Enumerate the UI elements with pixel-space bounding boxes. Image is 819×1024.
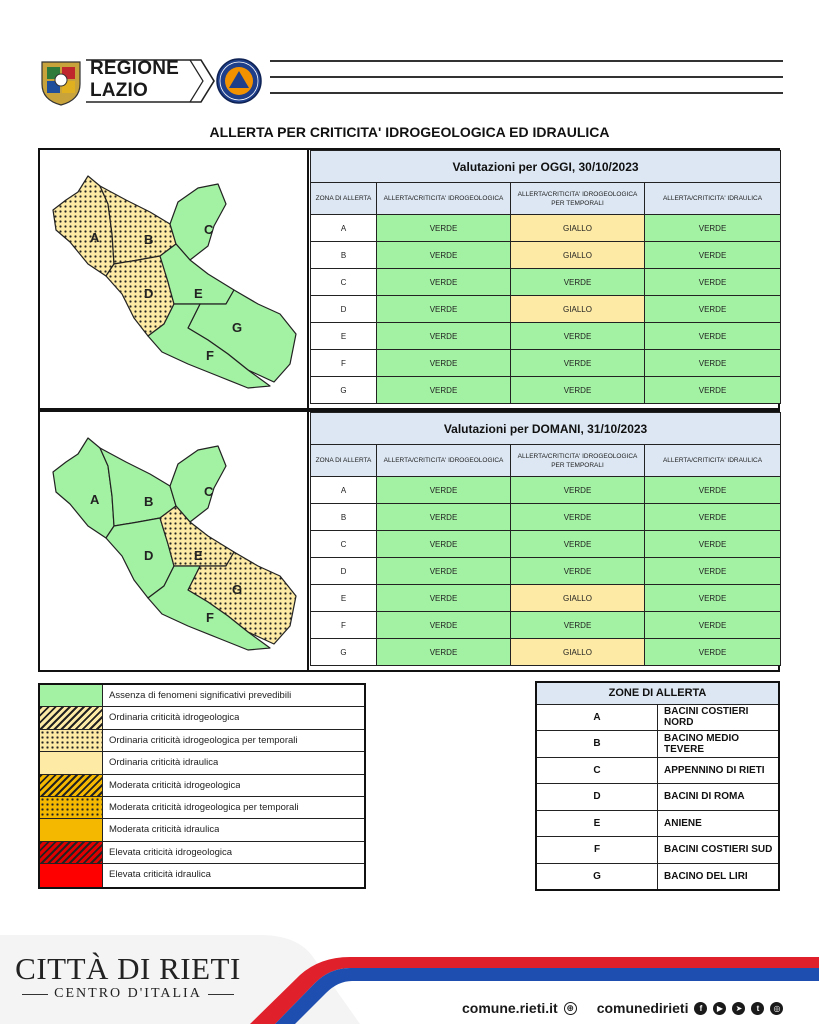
table-row: [311, 269, 781, 296]
zone-letter: A: [536, 704, 658, 731]
alert-level-cell: GIALLO: [511, 242, 645, 269]
table-row: [311, 558, 781, 585]
alert-level-cell: VERDE: [377, 504, 511, 531]
telegram-icon[interactable]: ➤: [732, 1002, 745, 1015]
alert-level-cell: VERDE: [511, 558, 645, 585]
tomorrow-map-label-b: B: [144, 494, 154, 509]
table-row: [311, 531, 781, 558]
col-idrogeologica-header: ALLERTA/CRITICITA' IDROGEOLOGICA: [377, 183, 511, 215]
tomorrow-lazio-map: [48, 426, 300, 656]
alert-level-cell: VERDE: [377, 242, 511, 269]
zone-name: BACINO MEDIO TEVERE: [658, 731, 780, 758]
zone-cell: G: [311, 639, 377, 666]
today-map-label-e: E: [194, 286, 203, 301]
alert-level-cell: GIALLO: [511, 215, 645, 242]
legend-row: [40, 797, 364, 819]
tomorrow-panel: [38, 410, 780, 672]
zones-table: [535, 681, 780, 891]
tomorrow-caption: Valutazioni per DOMANI, 31/10/2023: [311, 413, 781, 445]
today-table-body: [311, 215, 781, 404]
legend-row: [40, 819, 364, 841]
tomorrow-table-body: [311, 477, 781, 666]
alert-level-cell: VERDE: [377, 377, 511, 404]
alert-level-cell: VERDE: [511, 269, 645, 296]
table-row: [311, 296, 781, 323]
today-map-label-g: G: [232, 320, 243, 335]
zone-letter: B: [536, 731, 658, 758]
alert-level-cell: VERDE: [377, 269, 511, 296]
table-row: [311, 612, 781, 639]
today-caption: Valutazioni per OGGI, 30/10/2023: [311, 151, 781, 183]
alert-level-cell: VERDE: [377, 323, 511, 350]
tomorrow-map-label-c: C: [204, 484, 214, 499]
today-map-label-d: D: [144, 286, 154, 301]
zone-cell: A: [311, 477, 377, 504]
today-map-label-a: A: [90, 230, 100, 245]
zones-body: [536, 704, 779, 890]
today-lazio-map: [48, 164, 300, 394]
col-temporali-header: ALLERTA/CRITICITA' IDROGEOLOGICA PER TEMPORALI: [511, 445, 645, 477]
alert-level-cell: VERDE: [645, 477, 781, 504]
table-row: [311, 323, 781, 350]
zone-row: [536, 731, 779, 758]
alert-level-cell: VERDE: [377, 215, 511, 242]
zone-cell: A: [311, 215, 377, 242]
region-name-line2: LAZIO: [90, 80, 148, 101]
zone-letter: C: [536, 757, 658, 784]
col-idrogeologica-header: ALLERTA/CRITICITA' IDROGEOLOGICA: [377, 445, 511, 477]
alert-level-cell: VERDE: [377, 477, 511, 504]
social-handle[interactable]: comunedirieti: [596, 1000, 689, 1016]
tomorrow-alert-table: [310, 412, 781, 666]
zone-cell: C: [311, 531, 377, 558]
tomorrow-map-label-g: G: [232, 582, 243, 597]
table-row: [311, 504, 781, 531]
zone-row: [536, 784, 779, 811]
tomorrow-map-label-d: D: [144, 548, 154, 563]
legend-label: Moderata criticità idrogeologica per temporali: [109, 801, 299, 813]
legend-row: [40, 752, 364, 774]
alert-level-cell: VERDE: [377, 585, 511, 612]
alert-level-cell: VERDE: [645, 269, 781, 296]
table-row: [311, 350, 781, 377]
tomorrow-map: [40, 412, 309, 670]
zone-cell: B: [311, 504, 377, 531]
zone-row: [536, 810, 779, 837]
alert-level-cell: VERDE: [511, 323, 645, 350]
today-map-label-c: C: [204, 222, 214, 237]
legend-swatch: [40, 842, 103, 863]
legend-label: Ordinaria criticità idrogeologica: [109, 712, 240, 724]
alert-level-cell: VERDE: [377, 296, 511, 323]
alert-level-cell: VERDE: [511, 350, 645, 377]
legend-row: [40, 730, 364, 752]
zone-letter: D: [536, 784, 658, 811]
alert-level-cell: VERDE: [645, 612, 781, 639]
legend-swatch: [40, 797, 103, 818]
alert-level-cell: GIALLO: [511, 296, 645, 323]
col-zone-header: ZONA DI ALLERTA: [311, 183, 377, 215]
zone-name: BACINI COSTIERI SUD: [658, 837, 780, 864]
tomorrow-map-label-f: F: [206, 610, 214, 625]
table-row: [311, 477, 781, 504]
alert-level-cell: GIALLO: [511, 639, 645, 666]
zone-cell: F: [311, 612, 377, 639]
zone-cell: B: [311, 242, 377, 269]
alert-level-cell: VERDE: [645, 504, 781, 531]
legend-label: Moderata criticità idraulica: [109, 824, 220, 836]
legend-row: [40, 775, 364, 797]
col-idraulica-header: ALLERTA/CRITICITA' IDRAULICA: [645, 445, 781, 477]
alert-level-cell: VERDE: [377, 531, 511, 558]
alert-level-cell: VERDE: [377, 350, 511, 377]
today-alert-table: [310, 150, 781, 404]
legend-swatch: [40, 819, 103, 840]
legend-label: Ordinaria criticità idraulica: [109, 757, 219, 769]
legend-label: Elevata criticità idrogeologica: [109, 846, 233, 858]
table-row: [311, 215, 781, 242]
table-row: [311, 377, 781, 404]
legend-swatch: [40, 752, 103, 773]
alert-level-cell: VERDE: [511, 504, 645, 531]
alert-level-cell: VERDE: [511, 477, 645, 504]
legend-row: [40, 864, 364, 886]
table-row: [311, 585, 781, 612]
header: [38, 54, 783, 110]
alert-level-cell: VERDE: [377, 558, 511, 585]
legend-swatch: [40, 775, 103, 796]
alert-level-cell: GIALLO: [511, 585, 645, 612]
zone-cell: E: [311, 323, 377, 350]
alert-level-cell: VERDE: [511, 531, 645, 558]
city-title: CITTÀ DI RIETI: [15, 951, 241, 986]
zone-name: APPENNINO DI RIETI: [658, 757, 780, 784]
zones-title: ZONE DI ALLERTA: [536, 682, 779, 704]
facebook-icon[interactable]: f: [694, 1002, 707, 1015]
footer-links: [462, 1000, 783, 1016]
zone-name: BACINI DI ROMA: [658, 784, 780, 811]
twitter-icon[interactable]: t: [751, 1002, 764, 1015]
header-rules: [270, 60, 783, 102]
table-row: [311, 242, 781, 269]
zone-letter: E: [536, 810, 658, 837]
legend-swatch: [40, 685, 103, 706]
alert-level-cell: VERDE: [511, 612, 645, 639]
protezione-civile-logo-icon: [216, 58, 262, 104]
zone-row: [536, 704, 779, 731]
alert-level-cell: VERDE: [645, 531, 781, 558]
legend-row: [40, 685, 364, 707]
alert-level-cell: VERDE: [377, 612, 511, 639]
tomorrow-map-label-a: A: [90, 492, 100, 507]
alert-level-cell: VERDE: [645, 296, 781, 323]
legend-swatch: [40, 864, 103, 886]
page-title: ALLERTA PER CRITICITA' IDROGEOLOGICA ED IDRAULICA: [209, 124, 610, 140]
col-idraulica-header: ALLERTA/CRITICITA' IDRAULICA: [645, 183, 781, 215]
alert-level-cell: VERDE: [377, 639, 511, 666]
col-temporali-header: ALLERTA/CRITICITA' IDROGEOLOGICA PER TEMPORALI: [511, 183, 645, 215]
today-map: [40, 150, 309, 408]
legend: [38, 683, 366, 889]
youtube-icon[interactable]: ▶: [713, 1002, 726, 1015]
zone-name: BACINI COSTIERI NORD: [658, 704, 780, 731]
today-map-label-b: B: [144, 232, 154, 247]
zone-row: [536, 837, 779, 864]
region-name-line1: REGIONE: [90, 58, 180, 79]
zone-name: ANIENE: [658, 810, 780, 837]
zone-row: [536, 757, 779, 784]
globe-icon: ⊕: [564, 1002, 577, 1015]
instagram-icon[interactable]: ◎: [770, 1002, 783, 1015]
zone-row: [536, 863, 779, 890]
alert-level-cell: VERDE: [645, 585, 781, 612]
city-subtitle: CENTRO D'ITALIA: [14, 986, 242, 1002]
legend-row: [40, 842, 364, 864]
legend-label: Elevata criticità idraulica: [109, 869, 211, 881]
alert-level-cell: VERDE: [645, 377, 781, 404]
alert-level-cell: VERDE: [645, 350, 781, 377]
website-link[interactable]: comune.rieti.it: [462, 1000, 558, 1016]
zone-cell: G: [311, 377, 377, 404]
zone-name: BACINO DEL LIRI: [658, 863, 780, 890]
zone-cell: F: [311, 350, 377, 377]
legend-label: Assenza di fenomeni significativi prevedibili: [109, 690, 292, 701]
legend-label: Moderata criticità idrogeologica: [109, 779, 241, 791]
alert-level-cell: VERDE: [645, 639, 781, 666]
col-zone-header: ZONA DI ALLERTA: [311, 445, 377, 477]
legend-swatch: [40, 707, 103, 728]
legend-row: [40, 707, 364, 729]
today-panel: [38, 148, 780, 410]
region-name: [90, 58, 179, 102]
alert-level-cell: VERDE: [645, 242, 781, 269]
tomorrow-map-label-e: E: [194, 548, 203, 563]
alert-level-cell: VERDE: [645, 323, 781, 350]
zone-letter: G: [536, 863, 658, 890]
regione-lazio-crest-icon: [38, 56, 84, 106]
table-row: [311, 639, 781, 666]
legend-swatch: [40, 730, 103, 751]
citta-di-rieti-logo: [14, 952, 242, 1002]
alert-level-cell: VERDE: [645, 215, 781, 242]
zone-letter: F: [536, 837, 658, 864]
zone-cell: D: [311, 296, 377, 323]
alert-level-cell: VERDE: [645, 558, 781, 585]
zone-cell: D: [311, 558, 377, 585]
zone-cell: C: [311, 269, 377, 296]
zone-cell: E: [311, 585, 377, 612]
legend-label: Ordinaria criticità idrogeologica per temporali: [109, 734, 298, 746]
alert-level-cell: VERDE: [511, 377, 645, 404]
today-map-label-f: F: [206, 348, 214, 363]
